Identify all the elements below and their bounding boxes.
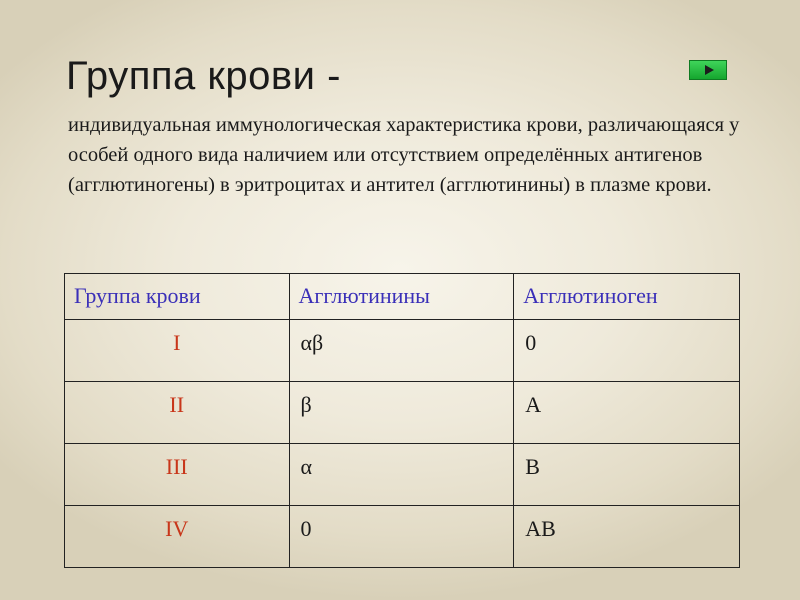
table-header-row (65, 274, 740, 320)
table-row (65, 320, 740, 382)
play-icon (705, 65, 714, 75)
agglutinins-cell: α (289, 444, 514, 506)
blood-group-cell: IV (65, 506, 290, 568)
agglutinins-cell: 0 (289, 506, 514, 568)
agglutinogen-cell: АВ (514, 506, 740, 568)
header-agglutinogen: Агглютиноген (514, 274, 740, 320)
blood-group-cell: II (65, 382, 290, 444)
blood-group-table (64, 273, 740, 568)
next-slide-button[interactable] (689, 60, 727, 80)
slide-title: Группа крови - (66, 54, 341, 98)
agglutinins-cell: β (289, 382, 514, 444)
agglutinins-cell: αβ (289, 320, 514, 382)
table-row (65, 444, 740, 506)
header-blood-group: Группа крови (65, 274, 290, 320)
agglutinogen-cell: В (514, 444, 740, 506)
table-row (65, 506, 740, 568)
blood-group-cell: I (65, 320, 290, 382)
agglutinogen-cell: 0 (514, 320, 740, 382)
agglutinogen-cell: А (514, 382, 740, 444)
definition-text: индивидуальная иммунологическая характеристика крови, различающаяся у особей одного вида наличием или отсутствием определённых антигенов (агглютиногены) в эритроцитах и антител (агглютинины) в плазме крови. (68, 114, 740, 196)
header-agglutinins: Агглютинины (289, 274, 514, 320)
blood-group-cell: III (65, 444, 290, 506)
table-row (65, 382, 740, 444)
